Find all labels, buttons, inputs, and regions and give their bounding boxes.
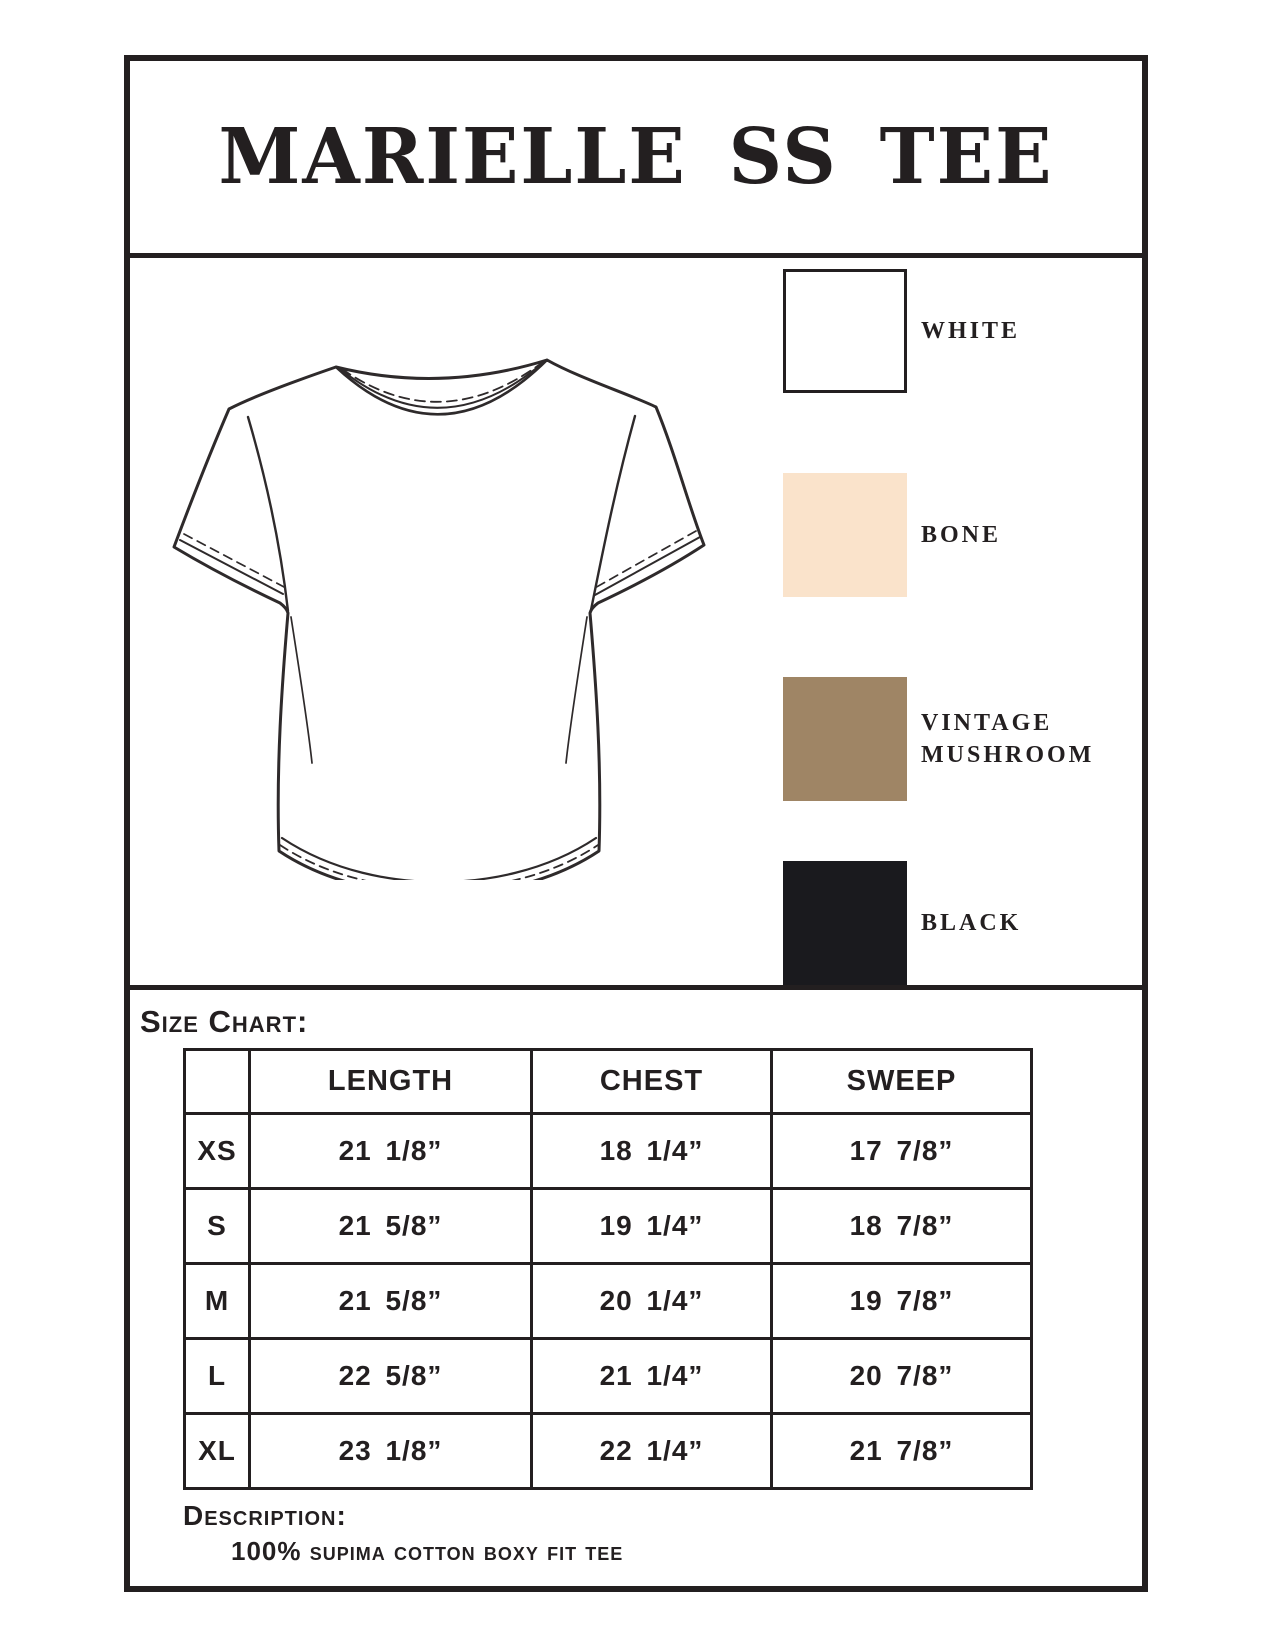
chest-value: 21 1/4” — [532, 1339, 772, 1414]
size-chart-heading: Size Chart: — [140, 1004, 309, 1039]
spec-sheet-frame — [124, 55, 1148, 1592]
colorway-item-black — [783, 861, 1021, 985]
product-title: MARIELLE SS TEE — [218, 112, 1054, 202]
color-swatch-vintage-mushroom — [783, 677, 907, 801]
column-header-sweep: SWEEP — [772, 1050, 1032, 1114]
chest-value: 22 1/4” — [532, 1414, 772, 1489]
color-swatch-white — [783, 269, 907, 393]
size-chart-table — [183, 1048, 1033, 1490]
sweep-value: 19 7/8” — [772, 1264, 1032, 1339]
colorway-label-bone: BONE — [921, 521, 1002, 548]
chest-value: 18 1/4” — [532, 1114, 772, 1189]
length-value: 21 1/8” — [250, 1114, 532, 1189]
length-value: 23 1/8” — [250, 1414, 532, 1489]
sweep-value: 18 7/8” — [772, 1189, 1032, 1264]
size-label: L — [185, 1339, 250, 1414]
color-swatch-black — [783, 861, 907, 985]
chest-value: 19 1/4” — [532, 1189, 772, 1264]
left-armhole-seam — [248, 417, 288, 611]
tshirt-flat-sketch-image — [158, 295, 723, 880]
sweep-value: 17 7/8” — [772, 1114, 1032, 1189]
size-label: XS — [185, 1114, 250, 1189]
size-chart-header-row — [185, 1050, 1032, 1114]
right-drape-line — [566, 617, 587, 763]
length-value: 22 5/8” — [250, 1339, 532, 1414]
size-chart-section — [130, 990, 1142, 1586]
right-armhole-seam — [591, 416, 635, 610]
column-header-length: LENGTH — [250, 1050, 532, 1114]
size-label: XL — [185, 1414, 250, 1489]
chest-value: 20 1/4” — [532, 1264, 772, 1339]
size-row-s — [185, 1189, 1032, 1264]
description-text: 100% supima cotton boxy fit tee — [231, 1536, 624, 1566]
size-label: S — [185, 1189, 250, 1264]
size-row-m — [185, 1264, 1032, 1339]
size-row-l — [185, 1339, 1032, 1414]
description-heading: Description: — [183, 1500, 347, 1531]
left-drape-line — [291, 617, 312, 763]
bottom-hem-line — [282, 838, 596, 880]
column-header-size — [185, 1050, 250, 1114]
sweep-value: 20 7/8” — [772, 1339, 1032, 1414]
right-sleeve-hem-line — [595, 537, 700, 595]
title-section — [130, 61, 1142, 258]
colorway-label-black: BLACK — [921, 909, 1022, 936]
colorway-item-bone — [783, 473, 1001, 597]
colorway-item-vintage-mushroom — [783, 677, 1126, 801]
colorway-label-vintage-mushroom: VINTAGE MUSHROOM — [921, 709, 1095, 768]
color-swatch-bone — [783, 473, 907, 597]
size-label: M — [185, 1264, 250, 1339]
product-section — [130, 258, 1142, 990]
length-value: 21 5/8” — [250, 1264, 532, 1339]
size-row-xl — [185, 1414, 1032, 1489]
column-header-chest: CHEST — [532, 1050, 772, 1114]
sweep-value: 21 7/8” — [772, 1414, 1032, 1489]
colorway-label-white: WHITE — [921, 317, 1021, 344]
size-row-xs — [185, 1114, 1032, 1189]
colorway-item-white — [783, 269, 1020, 393]
length-value: 21 5/8” — [250, 1189, 532, 1264]
left-sleeve-hem-line — [180, 540, 283, 594]
